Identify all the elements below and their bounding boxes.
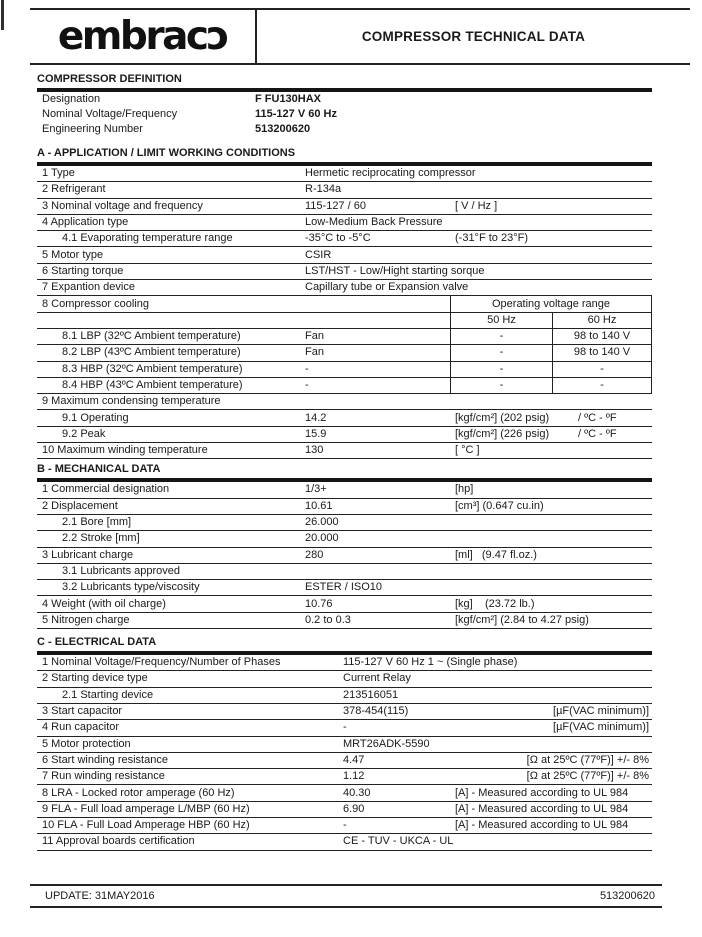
row-units: [Ω at 25ºC (77ºF)] +/- 8% (526, 753, 649, 766)
row-label: 5 Motor type (42, 248, 104, 261)
footer-doc-number: 513200620 (599, 890, 655, 902)
page-title: COMPRESSOR TECHNICAL DATA (361, 29, 586, 44)
row-label: 4 Weight (with oil charge) (42, 597, 166, 610)
row-label: 2 Refrigerant (42, 183, 106, 196)
row-value: - (305, 362, 309, 375)
row-units: [kgf/cm²] (2.84 to 4.27 psig) (455, 613, 589, 626)
table-row (37, 688, 652, 704)
compressor-definition-table (37, 92, 652, 137)
row-label: 3.2 Lubricants type/viscosity (62, 581, 200, 594)
row-value: 20.000 (305, 532, 339, 545)
row-units: [A] - Measured according to UL 984 (455, 786, 629, 799)
definition-value: 115-127 V 60 Hz (255, 108, 337, 120)
row-value: 1.12 (343, 770, 365, 783)
row-value: 10.61 (305, 499, 333, 512)
row-label: 8 LRA - Locked rotor amperage (60 Hz) (42, 786, 235, 799)
row-units: [A] - Measured according to UL 984 (455, 802, 629, 815)
definition-row (37, 122, 652, 137)
section-heading-b: B - MECHANICAL DATA (37, 463, 161, 476)
voltage-50hz-cell: - (450, 362, 552, 377)
row-label: 6 Start winding resistance (42, 753, 168, 766)
row-value: 130 (305, 444, 324, 457)
row-value: CE - TUV - UKCA - UL (343, 835, 454, 848)
row-label: 3 Start capacitor (42, 705, 123, 718)
voltage-50hz-cell: 50 Hz (450, 313, 552, 328)
voltage-50hz-cell: - (450, 378, 552, 393)
row-label: 2 Starting device type (42, 672, 148, 685)
row-label: 3.1 Lubricants approved (62, 564, 181, 577)
table-row (37, 345, 652, 361)
row-value: - (343, 721, 347, 734)
table-row (37, 769, 652, 785)
row-value: 6.90 (343, 802, 365, 815)
row-value: 115-127 / 60 (305, 199, 366, 212)
definition-label: Nominal Voltage/Frequency (42, 108, 178, 120)
row-units: [µF(VAC minimum)] (553, 705, 649, 718)
table-row (37, 296, 652, 312)
document-footer (30, 884, 662, 908)
voltage-60hz-cell: - (552, 378, 652, 393)
row-value: Current Relay (343, 672, 411, 685)
table-row (37, 737, 652, 753)
electrical-data-table (37, 655, 652, 851)
row-value: R-134a (305, 183, 342, 196)
row-label: 8.4 HBP (43ºC Ambient temperature) (62, 379, 243, 391)
table-row (37, 515, 652, 531)
voltage-range-header-cell: Operating voltage range (450, 296, 652, 311)
application-limit-conditions-table (37, 166, 652, 459)
row-label: 9 FLA - Full load amperage L/MBP (60 Hz) (42, 802, 250, 815)
row-label: 1 Commercial designation (42, 483, 170, 496)
row-label: 1 Type (42, 167, 75, 180)
row-value: 14.2 (305, 411, 327, 424)
row-units: [kg] (23.72 lb.) (455, 597, 535, 610)
row-label: 4 Application type (42, 216, 129, 229)
table-row (37, 166, 652, 182)
row-value: ESTER / ISO10 (305, 581, 383, 594)
section-heading-a: A - APPLICATION / LIMIT WORKING CONDITIONS (37, 147, 296, 159)
row-extra: / ºC - ºF (578, 411, 617, 424)
voltage-60hz-cell: 98 to 140 V (552, 329, 652, 344)
row-value: Fan (305, 346, 324, 359)
row-label: 5 Nitrogen charge (42, 613, 130, 626)
table-row (37, 394, 652, 410)
row-label: 2.1 Starting device (62, 688, 154, 701)
row-label: 9 Maximum condensing temperature (42, 395, 221, 408)
table-row (37, 785, 652, 801)
table-row (37, 671, 652, 687)
voltage-50hz-cell: - (450, 329, 552, 344)
row-label: 9.2 Peak (62, 427, 106, 440)
table-row (37, 378, 652, 394)
mechanical-data-table (37, 482, 652, 629)
row-label: 8.2 LBP (43ºC Ambient temperature) (62, 346, 241, 359)
row-units: [hp] (455, 483, 474, 496)
row-label: 4.1 Evaporating temperature range (62, 232, 233, 245)
table-row (37, 264, 652, 280)
row-label: 5 Motor protection (42, 737, 131, 750)
table-row (37, 720, 652, 736)
row-label: 11 Approval boards certification (42, 835, 195, 848)
definition-row (37, 92, 652, 107)
definition-label: Engineering Number (42, 123, 143, 135)
footer-update-text: UPDATE: 31MAY2016 (45, 890, 155, 902)
table-row (37, 753, 652, 769)
table-row (37, 215, 652, 231)
table-row (37, 410, 652, 426)
row-units: [ V / Hz ] (455, 199, 498, 212)
table-row (37, 182, 652, 198)
row-units: [Ω at 25ºC (77ºF)] +/- 8% (526, 770, 649, 783)
row-value: Fan (305, 330, 324, 343)
row-value: 0.2 to 0.3 (305, 613, 351, 626)
row-value: Capillary tube or Expansion valve (305, 281, 469, 294)
table-row (37, 280, 652, 296)
definition-label: Designation (42, 93, 101, 105)
table-row (37, 531, 652, 547)
row-label: 10 FLA - Full Load Amperage HBP (60 Hz) (42, 819, 250, 832)
table-row (37, 199, 652, 215)
row-value: LST/HST - Low/Hight starting sorque (305, 264, 485, 277)
section-heading-c: C - ELECTRICAL DATA (37, 636, 157, 649)
table-row (37, 704, 652, 720)
definition-row (37, 107, 652, 122)
row-value: Low-Medium Back Pressure (305, 216, 443, 229)
table-row (37, 247, 652, 263)
table-row (37, 231, 652, 247)
table-row (37, 362, 652, 378)
row-label: 3 Lubricant charge (42, 548, 134, 561)
title-cell (255, 10, 690, 63)
row-label: 7 Run winding resistance (42, 770, 165, 783)
table-row (37, 427, 652, 443)
row-value: - (305, 379, 309, 391)
row-value: CSIR (305, 248, 332, 261)
row-units: [µF(VAC minimum)] (553, 721, 649, 734)
table-row (37, 482, 652, 498)
row-units: (-31°F to 23°F) (455, 232, 528, 245)
row-label: 4 Run capacitor (42, 721, 120, 734)
row-value: 15.9 (305, 427, 327, 440)
scan-edge-artifact (1, 0, 4, 30)
table-row (37, 818, 652, 834)
row-value: -35°C to -5°C (305, 232, 371, 245)
row-label: 8 Compressor cooling (42, 297, 149, 310)
row-units: [kgf/cm²] (226 psig) (455, 427, 550, 440)
voltage-60hz-cell: 60 Hz (552, 313, 652, 328)
table-row (37, 613, 652, 629)
row-label: 2.1 Bore [mm] (62, 516, 132, 529)
row-value: 378-454(115) (343, 705, 409, 718)
row-value: 10.76 (305, 597, 333, 610)
document-header (30, 8, 690, 65)
row-value: 115-127 V 60 Hz 1 ~ (Single phase) (343, 656, 518, 669)
row-value: 26.000 (305, 516, 339, 529)
row-label: 7 Expantion device (42, 281, 135, 294)
row-value: 1/3+ (305, 483, 327, 496)
row-label: 8.3 HBP (32ºC Ambient temperature) (62, 362, 243, 375)
definition-value: F FU130HAX (255, 93, 322, 105)
table-row (37, 443, 652, 459)
table-row (37, 655, 652, 671)
table-row (37, 329, 652, 345)
row-units: [ °C ] (455, 444, 480, 457)
row-value: 280 (305, 548, 324, 561)
table-row (37, 596, 652, 612)
row-extra: / ºC - ºF (578, 427, 617, 440)
table-row (37, 834, 652, 850)
embraco-logo: embracɔ (57, 14, 228, 59)
table-row (37, 548, 652, 564)
table-row (37, 499, 652, 515)
table-row (37, 313, 652, 329)
row-value: 40.30 (343, 786, 371, 799)
row-label: 10 Maximum winding temperature (42, 444, 208, 457)
row-label: 8.1 LBP (32ºC Ambient temperature) (62, 330, 241, 343)
row-value: - (343, 819, 347, 832)
row-value: 4.47 (343, 753, 365, 766)
row-label: 3 Nominal voltage and frequency (42, 199, 203, 212)
row-label: 2.2 Stroke [mm] (62, 532, 140, 545)
row-label: 2 Displacement (42, 499, 118, 512)
row-units: [ml] (9.47 fl.oz.) (455, 548, 537, 561)
row-value: 213516051 (343, 688, 399, 701)
row-value: MRT26ADK-5590 (343, 737, 430, 750)
row-units: [cm³] (0.647 cu.in) (455, 499, 544, 512)
row-label: 9.1 Operating (62, 411, 129, 424)
table-row (37, 564, 652, 580)
row-value: Hermetic reciprocating compressor (305, 167, 476, 180)
voltage-60hz-cell: - (552, 362, 652, 377)
row-units: [A] - Measured according to UL 984 (455, 819, 629, 832)
section-heading-definition: COMPRESSOR DEFINITION (37, 73, 182, 85)
voltage-50hz-cell: - (450, 345, 552, 360)
row-label: 6 Starting torque (42, 264, 124, 277)
voltage-60hz-cell: 98 to 140 V (552, 345, 652, 360)
table-row (37, 802, 652, 818)
table-row (37, 580, 652, 596)
logo-cell (30, 10, 255, 63)
row-label: 1 Nominal Voltage/Frequency/Number of Phases (42, 656, 281, 669)
document-body (37, 65, 652, 851)
definition-value: 513200620 (255, 123, 311, 135)
row-units: [kgf/cm²] (202 psig) (455, 411, 550, 424)
